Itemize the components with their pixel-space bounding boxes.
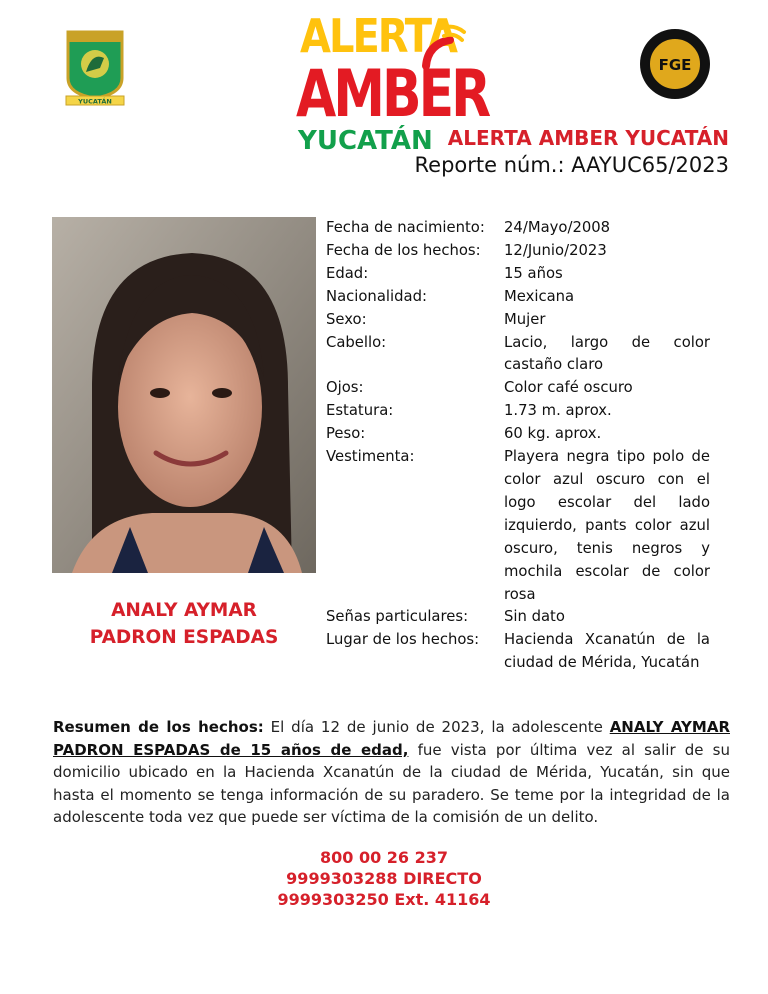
detail-row-location: [326, 629, 710, 675]
summary-text-2: fue vista por última vez al salir de su domicilio ubicado en la Hacienda Xcanatún de la ciudad de Mérida, Yucatán, sin que hasta el momento se tenga información de su paradero. Se teme por la integridad de la adolescente toda vez que puede ser víctima de la comisión de un delito.: [53, 740, 730, 827]
logo-word-yucatan: YUCATÁN: [298, 126, 433, 156]
alerta-amber-logo: [296, 10, 489, 156]
detail-row-marks: [326, 606, 710, 629]
detail-value: Color café oscuro: [504, 379, 633, 397]
phone-number: 9999303288 DIRECTO: [286, 869, 482, 888]
detail-label: Nacionalidad:: [326, 287, 427, 305]
phone-number: 800 00 26 237: [319, 848, 449, 867]
detail-label: Peso:: [326, 425, 366, 443]
summary-highlight: ANALY AYMAR PADRON ESPADAS de 15 años de edad,: [53, 718, 730, 759]
person-name-line2: PADRON ESPADAS: [89, 627, 279, 648]
summary-label: Resumen de los hechos:: [53, 718, 264, 736]
details-table: [326, 217, 710, 675]
detail-value: Mujer: [504, 310, 546, 328]
detail-label: Edad:: [326, 264, 369, 282]
detail-row-height: [326, 400, 710, 423]
phone-number: 9999303250 Ext. 41164: [277, 890, 491, 909]
summary-text-1: El día 12 de junio de 2023, la adolescente: [263, 718, 610, 736]
contact-phones: [0, 847, 768, 910]
fge-seal-logo: [638, 27, 712, 101]
signal-waves-icon: [414, 18, 474, 78]
detail-value: Sin dato: [504, 608, 565, 626]
detail-value: Playera negra tipo polo de color azul oscuro con el logo escolar del lado izquierdo, pants color azul oscuro, tenis negros y mochila escolar de color rosa: [504, 448, 710, 603]
detail-value: Hacienda Xcanatún de la ciudad de Mérida, Yucatán: [504, 631, 710, 672]
detail-row-birthdate: [326, 217, 710, 240]
summary-paragraph: [53, 716, 730, 829]
yucatan-shield-logo: [64, 28, 126, 106]
portrait-image: [52, 217, 316, 573]
detail-label: Sexo:: [326, 310, 367, 328]
report-number: Reporte núm.: AAYUC65/2023: [414, 153, 729, 177]
detail-label: Vestimenta:: [326, 448, 415, 466]
detail-row-eyes: [326, 377, 710, 400]
detail-label: Fecha de nacimiento:: [326, 219, 485, 236]
detail-label: Estatura:: [326, 402, 394, 420]
detail-label: Fecha de los hechos:: [326, 241, 481, 259]
shield-caption: YUCATÁN: [78, 97, 112, 106]
alert-title: ALERTA AMBER YUCATÁN: [447, 126, 729, 150]
missing-person-photo: [52, 217, 316, 573]
detail-label: Ojos:: [326, 379, 364, 397]
detail-row-weight: [326, 423, 710, 446]
detail-row-event-date: [326, 240, 710, 263]
detail-value: 60 kg. aprox.: [504, 425, 602, 443]
detail-row-age: [326, 263, 710, 286]
detail-row-hair: [326, 332, 710, 378]
logo-word-amber: AMBER: [296, 57, 489, 132]
detail-value: Mexicana: [504, 287, 575, 305]
detail-value: Lacio, largo de color castaño claro: [504, 333, 710, 374]
person-name-line1: ANALY AYMAR: [111, 600, 257, 621]
detail-row-nationality: [326, 286, 710, 309]
detail-row-clothing: [326, 446, 710, 606]
detail-value: 12/Junio/2023: [504, 241, 607, 259]
detail-label: Lugar de los hechos:: [326, 631, 480, 649]
detail-label: Cabello:: [326, 333, 387, 351]
detail-label: Señas particulares:: [326, 608, 469, 626]
detail-row-sex: [326, 309, 710, 332]
detail-value: 24/Mayo/2008: [504, 219, 611, 236]
logo-word-alerta: ALERTA: [300, 10, 456, 64]
detail-value: 15 años: [504, 264, 563, 282]
fge-seal-text: FGE: [658, 56, 692, 74]
detail-value: 1.73 m. aprox.: [504, 402, 612, 420]
